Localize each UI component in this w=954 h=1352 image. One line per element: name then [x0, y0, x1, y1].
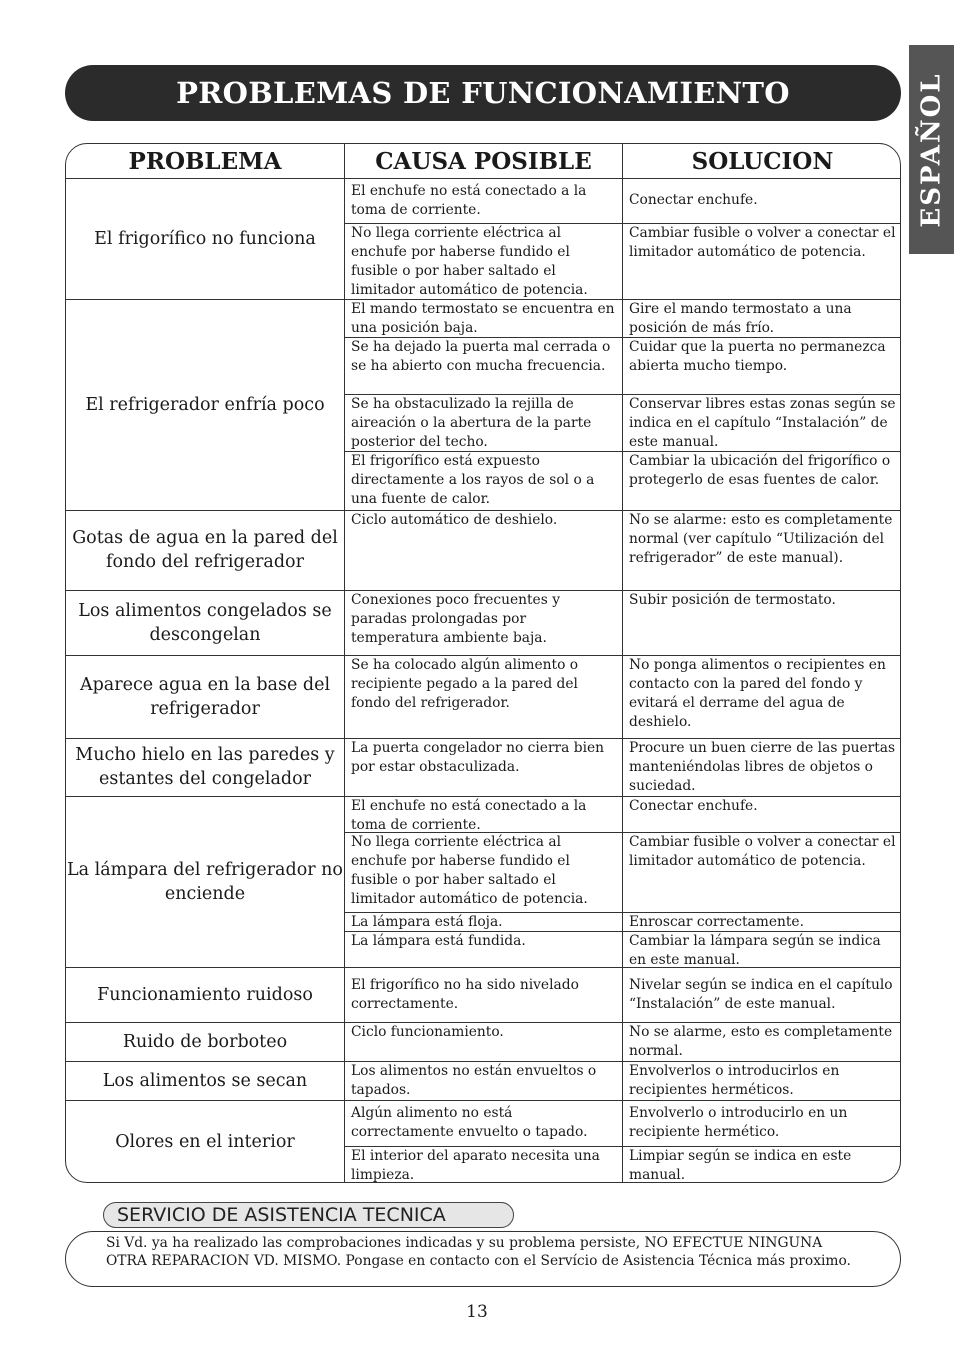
cause-cell: El enchufe no está conectado a la toma de corriente. [351, 798, 587, 832]
cause-cell: Los alimentos no están envueltos o tapados. [351, 1063, 597, 1098]
cause-cell: No llega corriente eléctrica al enchufe por haberse fundido el fusible o por haber saltado el limitador automático de potencia. [351, 834, 588, 907]
solution-cell: Limpiar según se indica en este manual. [629, 1148, 852, 1183]
cause-cell: El frigorífico no ha sido nivelado correctamente. [351, 976, 579, 1012]
language-tab [909, 45, 954, 254]
cause-cell: El interior del aparato necesita una limpieza. [351, 1148, 600, 1183]
cause-cell: Algún alimento no está correctamente envuelto o tapado. [351, 1105, 588, 1140]
solution-cell: Nivelar según se indica en el capítulo “Instalación” de este manual. [629, 976, 893, 1012]
cause-cell: El frigorífico está expuesto directamente a los rayos de sol o a una fuente de calor. [351, 453, 595, 507]
solution-cell: Cambiar fusible o volver a conectar el limitador automático de potencia. [629, 834, 896, 869]
service-heading: SERVICIO DE ASISTENCIA TECNICA [103, 1202, 514, 1228]
language-tab-label: ESPAÑOL [916, 71, 947, 228]
problem-cell: Aparece agua en la base del refrigerador [79, 674, 331, 719]
solution-cell: No se alarme: esto es completamente normal (ver capítulo “Utilización del refrigerador” de este manual). [629, 512, 893, 566]
cause-cell: El enchufe no está conectado a la toma de corriente. [351, 182, 587, 218]
solution-cell: No ponga alimentos o recipientes en contacto con la pared del fondo y evitará el derrame del agua de deshielo. [629, 657, 886, 730]
problem-cell: El frigorífico no funciona [94, 228, 316, 249]
solution-cell: Cambiar fusible o volver a conectar el limitador automático de potencia. [629, 225, 896, 260]
solution-cell: Enroscar correctamente. [629, 914, 804, 930]
header-cause: CAUSA POSIBLE [375, 147, 592, 175]
problem-cell: El refrigerador enfría poco [85, 394, 325, 415]
solution-cell: Cambiar la lámpara según se indica en este manual. [629, 933, 881, 967]
page-number: 13 [466, 1302, 488, 1322]
solution-cell: No se alarme, esto es completamente normal. [629, 1024, 893, 1059]
table-header [66, 144, 900, 179]
solution-cell: Gire el mando termostato a una posición de más frío. [629, 301, 852, 336]
solution-cell: Conservar libres estas zonas según se indica en el capítulo “Instalación” de este manual. [629, 396, 896, 450]
solution-cell: Procure un buen cierre de las puertas manteniéndolas libres de objetos o suciedad. [629, 740, 896, 794]
solution-cell: Conectar enchufe. [629, 798, 758, 814]
cause-cell: El mando termostato se encuentra en una posición baja. [351, 301, 615, 336]
solution-cell: Cambiar la ubicación del frigorífico o protegerlo de esas fuentes de calor. [629, 453, 891, 488]
cause-cell: Se ha obstaculizado la rejilla de aireación o la abertura de la parte posterior del techo. [351, 396, 592, 450]
solution-cell: Conectar enchufe. [629, 192, 758, 208]
cause-cell: Conexiones poco frecuentes y paradas prolongadas por temperatura ambiente baja. [351, 592, 560, 646]
problem-cell: Olores en el interior [115, 1132, 295, 1152]
cause-cell: Ciclo funcionamiento. [351, 1024, 504, 1040]
troubleshooting-table [65, 143, 901, 1183]
solution-cell: Envolverlos o introducirlos en recipientes herméticos. [629, 1063, 840, 1098]
solution-cell: Subir posición de termostato. [629, 592, 836, 608]
header-problem: PROBLEMA [128, 147, 282, 175]
solution-cell: Envolverlo o introducirlo en un recipiente hermético. [629, 1105, 848, 1140]
solution-cell: Cuidar que la puerta no permanezca abierta mucho tiempo. [629, 339, 886, 374]
problem-cell: La lámpara del refrigerador no enciende [67, 859, 343, 904]
service-text: Si Vd. ya ha realizado las comprobaciones indicadas y su problema persiste, NO EFECTUE NINGUNA OTRA REPARACION VD. MISMO. Pongase en contacto con el Servício de Asistencia Técnica más proximo. [65, 1231, 901, 1287]
problem-cell: Funcionamiento ruidoso [97, 984, 313, 1005]
cause-cell: Se ha dejado la puerta mal cerrada o se ha abierto con mucha frecuencia. [351, 339, 611, 374]
cause-cell: Se ha colocado algún alimento o recipiente pegado a la pared del fondo del refrigerador. [351, 657, 579, 711]
cause-cell: La lámpara está floja. [351, 914, 503, 930]
cause-cell: No llega corriente eléctrica al enchufe por haberse fundido el fusible o por haber saltado el limitador automático de potencia. [351, 225, 588, 298]
cause-cell: La lámpara está fundida. [351, 933, 526, 949]
cause-cell: La puerta congelador no cierra bien por estar obstaculizada. [351, 740, 605, 775]
problem-cell: Los alimentos congelados se descongelan [78, 600, 332, 645]
problem-cell: Los alimentos se secan [102, 1070, 308, 1091]
problem-cell: Mucho hielo en las paredes y estantes del congelador [75, 745, 335, 789]
problem-cell: Ruido de borboteo [122, 1031, 288, 1052]
cause-cell: Ciclo automático de deshielo. [351, 512, 558, 528]
page-title: PROBLEMAS DE FUNCIONAMIENTO [65, 65, 901, 121]
problem-cell: Gotas de agua en la pared del fondo del refrigerador [72, 528, 338, 572]
header-solution: SOLUCION [691, 147, 834, 175]
